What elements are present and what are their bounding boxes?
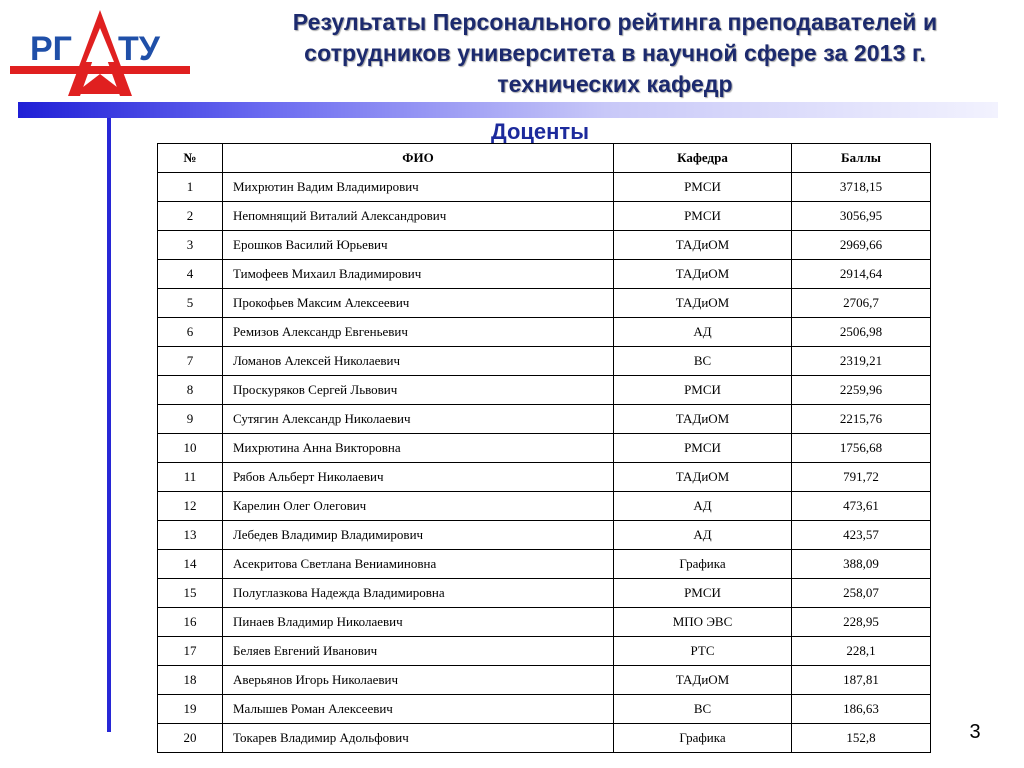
table-row [158,608,931,637]
table-row [158,492,931,521]
cell-dept: Графика [614,550,792,579]
cell-score: 1756,68 [792,434,931,463]
cell-num: 14 [158,550,223,579]
table-row [158,637,931,666]
cell-num: 15 [158,579,223,608]
cell-dept: РМСИ [614,376,792,405]
cell-num: 8 [158,376,223,405]
university-logo-graphic [8,8,192,100]
cell-dept: ВС [614,695,792,724]
table-row [158,202,931,231]
table-row [158,579,931,608]
cell-dept: ТАДиОМ [614,405,792,434]
cell-num: 13 [158,521,223,550]
header-dept: Кафедра [614,144,792,173]
table-row [158,347,931,376]
cell-dept: ВС [614,347,792,376]
slide-title [215,7,1015,100]
cell-num: 2 [158,202,223,231]
table-row [158,521,931,550]
cell-dept: РМСИ [614,173,792,202]
table-header-row [158,144,931,173]
cell-name: Прокофьев Максим Алексеевич [223,289,614,318]
header-gradient-divider [18,102,998,118]
cell-name: Малышев Роман Алексеевич [223,695,614,724]
cell-dept: ТАДиОМ [614,260,792,289]
cell-num: 20 [158,724,223,753]
table-row [158,376,931,405]
table-row [158,405,931,434]
university-logo [8,8,192,100]
cell-num: 4 [158,260,223,289]
cell-num: 9 [158,405,223,434]
cell-score: 791,72 [792,463,931,492]
cell-num: 10 [158,434,223,463]
cell-score: 2506,98 [792,318,931,347]
table-row [158,260,931,289]
cell-dept: АД [614,521,792,550]
cell-dept: МПО ЭВС [614,608,792,637]
header-score: Баллы [792,144,931,173]
cell-dept: РМСИ [614,579,792,608]
cell-num: 3 [158,231,223,260]
cell-name: Токарев Владимир Адольфович [223,724,614,753]
cell-score: 2969,66 [792,231,931,260]
cell-score: 423,57 [792,521,931,550]
title-line-2: сотрудников университета в научной сфере за 2013 г. [304,40,926,66]
section-subtitle: Доценты [491,119,589,144]
cell-num: 19 [158,695,223,724]
table-row [158,231,931,260]
cell-num: 1 [158,173,223,202]
cell-score: 2259,96 [792,376,931,405]
cell-dept: АД [614,492,792,521]
table-row [158,173,931,202]
cell-score: 186,63 [792,695,931,724]
rating-table [157,143,931,753]
table-row [158,666,931,695]
cell-num: 18 [158,666,223,695]
cell-name: Ремизов Александр Евгеньевич [223,318,614,347]
table-body [158,173,931,753]
cell-num: 16 [158,608,223,637]
table-row [158,695,931,724]
cell-score: 473,61 [792,492,931,521]
header-num: № [158,144,223,173]
cell-dept: Графика [614,724,792,753]
cell-name: Тимофеев Михаил Владимирович [223,260,614,289]
cell-score: 2319,21 [792,347,931,376]
left-vertical-divider [107,118,111,732]
cell-score: 258,07 [792,579,931,608]
cell-num: 6 [158,318,223,347]
table-row [158,550,931,579]
cell-score: 2914,64 [792,260,931,289]
cell-score: 2706,7 [792,289,931,318]
cell-dept: АД [614,318,792,347]
cell-score: 2215,76 [792,405,931,434]
cell-name: Михрютин Вадим Владимирович [223,173,614,202]
cell-name: Михрютина Анна Викторовна [223,434,614,463]
cell-name: Лебедев Владимир Владимирович [223,521,614,550]
cell-score: 187,81 [792,666,931,695]
cell-num: 7 [158,347,223,376]
cell-dept: ТАДиОМ [614,231,792,260]
header-name: ФИО [223,144,614,173]
cell-name: Ерошков Василий Юрьевич [223,231,614,260]
cell-name: Аверьянов Игорь Николаевич [223,666,614,695]
cell-name: Беляев Евгений Иванович [223,637,614,666]
table-row [158,463,931,492]
cell-name: Непомнящий Виталий Александрович [223,202,614,231]
svg-text:РГ: РГ [30,30,72,68]
cell-dept: ТАДиОМ [614,463,792,492]
cell-score: 3718,15 [792,173,931,202]
page-number: 3 [969,721,981,743]
cell-dept: РМСИ [614,202,792,231]
cell-name: Рябов Альберт Николаевич [223,463,614,492]
cell-score: 3056,95 [792,202,931,231]
cell-name: Сутягин Александр Николаевич [223,405,614,434]
title-line-3: технических кафедр [497,71,733,97]
cell-score: 388,09 [792,550,931,579]
table-row [158,434,931,463]
cell-dept: РМСИ [614,434,792,463]
cell-score: 228,95 [792,608,931,637]
cell-dept: ТАДиОМ [614,289,792,318]
cell-dept: ТАДиОМ [614,666,792,695]
table-row [158,318,931,347]
cell-num: 12 [158,492,223,521]
cell-score: 152,8 [792,724,931,753]
cell-name: Асекритова Светлана Вениаминовна [223,550,614,579]
cell-num: 5 [158,289,223,318]
cell-name: Пинаев Владимир Николаевич [223,608,614,637]
cell-dept: РТС [614,637,792,666]
cell-num: 11 [158,463,223,492]
title-line-1: Результаты Персонального рейтинга преподавателей и [292,9,938,35]
cell-score: 228,1 [792,637,931,666]
cell-name: Полуглазкова Надежда Владимировна [223,579,614,608]
table-row [158,289,931,318]
cell-num: 17 [158,637,223,666]
cell-name: Карелин Олег Олегович [223,492,614,521]
svg-text:ТУ: ТУ [118,30,160,68]
cell-name: Ломанов Алексей Николаевич [223,347,614,376]
table-row [158,724,931,753]
cell-name: Проскуряков Сергей Львович [223,376,614,405]
